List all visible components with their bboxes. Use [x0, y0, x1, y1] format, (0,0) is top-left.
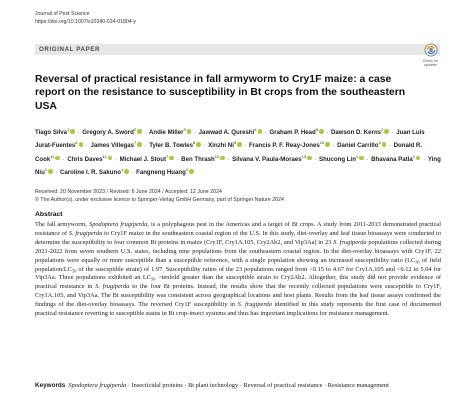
author-name: Xinzhi Ni: [208, 142, 234, 150]
affiliation-number: 7: [134, 140, 137, 146]
author-name: Fangneng Huang: [136, 169, 186, 177]
author-name: James Villegas: [90, 142, 135, 150]
author-separator: ·: [324, 129, 330, 137]
author-name: Caroline I. R. Sakuno: [59, 169, 121, 177]
author-separator: ·: [242, 142, 249, 150]
abstract-heading: Abstract: [35, 211, 63, 218]
doi-link[interactable]: https://doi.org/10.1007/s10340-024-01804-y: [35, 18, 136, 25]
species-name: S. frugiperda: [333, 238, 367, 246]
orcid-icon[interactable]: [319, 129, 324, 134]
orcid-icon[interactable]: [137, 129, 142, 134]
author-separator: ·: [387, 142, 393, 150]
author-name: Francis P. F. Reay-Jones: [249, 142, 320, 150]
author-separator: ·: [129, 169, 136, 177]
author-name: Juan Luis Jurat-Fuentes: [35, 129, 425, 150]
species-name: S. frugiperda: [68, 229, 103, 237]
author-separator: ·: [225, 155, 232, 163]
abstract-body: The fall armyworm, Spodoptera frugiperda, is a polyphagous pest in the Americas and a target of Bt crops. A study from 2011-2013 demonstrated practical resistance of S. frugiperda to Cry1F maize in the southeastern coastal region of the U.S. In this study, diet-overlay and leaf tissue bioassays were conducted to determine the susceptibility to four common Bt proteins in maize (Cry1F, Cry1A.105, Cry2Ab2, and Vip3Aa) in 23 S. frugiperda populations collected during 2021-2022 from seven southern U.S. states, including nine populations from the southeastern coastal region. In the diet-overlay bioassays with Cry1F, 22 populations were equally or more susceptible than a susceptible reference, with a single population showing an increased susceptibility ratio ($LC_{50}$ of field population/$LC_{50}$ of the susceptible strain) of 1.97. Susceptibility ratios of the 23 populations ranged from <0.15 to 4.67 for Cry1A.105 and <0.12 to 5.04 for Vip3Aa. Three populations exhibited an $LC_{50}$ >tenfold greater than the susceptible strain to Cry2Ab2. Altogether, this study did not provide evidence of practical resistance in S. frugiperda to the four Bt proteins. Instead, the results show that the recently collected populations were susceptible to Cry1F, Cry1A.105, and Vip3Aa. The Bt susceptibility was consistent across geographical locations and host plants. Results from the leaf tissue assays confirmed the findings of the diet-overlay bioassays. The reversed Cry1F susceptibility in S. frugiperda identified in this study represents the first case of documented practical resistance reverting to susceptible status in Bt crop-insect systems and thus has important implications for resistance management.: [35, 221, 441, 318]
author-name: Gregory A. Sword: [82, 129, 134, 137]
author-name: Ying Niu: [35, 155, 441, 177]
affiliation-number: 12: [214, 153, 220, 159]
species-name: S. frugiperda: [95, 283, 130, 291]
article-type-band: [35, 44, 440, 55]
affiliation-number: 1: [120, 166, 124, 172]
affiliation-number: 6: [75, 140, 78, 146]
affiliation-number: 5: [315, 127, 319, 132]
author-name: Tyler B. Towles: [149, 142, 193, 150]
orcid-icon[interactable]: [325, 142, 330, 147]
article-type-label: ORIGINAL PAPER: [39, 46, 101, 53]
article-page: [35, 0, 441, 405]
affiliation-number: 10: [319, 140, 325, 146]
author-name: Shucong Lin: [319, 155, 356, 163]
author-name: Graham P. Head: [269, 129, 316, 137]
author-list: [35, 125, 441, 178]
orcid-icon[interactable]: [124, 169, 129, 174]
author-name: Chris Daves: [67, 155, 103, 163]
affiliation-number: 2: [133, 127, 137, 132]
author-separator: ·: [263, 129, 269, 137]
keyword-species: Spodoptera frugiperda: [68, 382, 127, 389]
author-separator: ·: [60, 155, 67, 163]
orcid-icon[interactable]: [220, 156, 225, 161]
author-separator: ·: [142, 142, 149, 150]
affiliation-number: 8: [193, 140, 196, 146]
species-name: S. frugiperda: [237, 301, 272, 309]
author-separator: ·: [84, 142, 90, 150]
affiliation-number: 4: [254, 127, 257, 132]
keywords-label: Keywords: [35, 382, 66, 389]
affiliation-number: 9: [233, 140, 237, 146]
author-name: Tiago Silva: [35, 129, 68, 137]
species-name: Spodoptera frugiperda: [89, 221, 148, 228]
author-separator: ·: [75, 129, 82, 137]
author-separator: ·: [201, 142, 208, 150]
author-separator: ·: [192, 129, 198, 137]
author-separator: ·: [53, 169, 59, 177]
author-name: Jawwad A. Qureshi: [198, 129, 255, 137]
author-name: Bhavana Patla: [371, 155, 413, 163]
affiliation-number: 2: [381, 127, 384, 132]
orcid-icon[interactable]: [48, 169, 53, 174]
author-separator: ·: [312, 155, 319, 163]
affiliation-number: 1: [185, 166, 189, 172]
affiliation-number: 7: [166, 153, 169, 159]
check-for-updates-line1: Check for: [422, 59, 439, 63]
journal-name: Journal of Pest Science: [35, 11, 90, 17]
author-separator: ·: [364, 155, 371, 163]
check-for-updates-icon: [424, 43, 438, 59]
author-name: Michael J. Stout: [119, 155, 167, 163]
check-for-updates-button[interactable]: [420, 43, 441, 70]
affiliation-number: 11: [102, 153, 107, 159]
author-separator: ·: [174, 155, 181, 163]
affiliation-number: 1: [44, 166, 48, 172]
author-separator: ·: [330, 142, 337, 150]
affiliation-number: 4: [378, 140, 381, 146]
check-for-updates-line2: updates: [424, 63, 437, 67]
orcid-icon[interactable]: [189, 169, 194, 174]
author-separator: ·: [389, 129, 396, 137]
author-name: Dawson D. Kerns: [330, 129, 382, 137]
affiliation-number: 13: [301, 153, 307, 159]
orcid-icon[interactable]: [359, 156, 364, 161]
orcid-icon[interactable]: [237, 142, 242, 147]
author-separator: ·: [142, 129, 148, 137]
keyword-list: · Insecticidal proteins · Bt plant technology · Reversal of practical resistance · Resistance management: [126, 382, 389, 389]
article-title: Reversal of practical resistance in fall armyworm to Cry1F maize: a case report on the resistance to susceptibility in Bt crops from the southeastern USA: [35, 74, 406, 112]
affiliation-number: 3: [183, 127, 186, 132]
keywords: [35, 381, 441, 390]
affiliation-number: 1: [67, 127, 70, 132]
affiliation-number: 1: [412, 153, 415, 159]
author-name: Silvana V. Paula-Moraes: [232, 155, 302, 163]
author-name: Ben Thrash: [181, 155, 215, 163]
affiliation-number: 1: [355, 153, 359, 159]
received-revised-accepted: Received: 20 November 2023 / Revised: 6 June 2024 / Accepted: 12 June 2024: [35, 189, 222, 195]
orcid-icon[interactable]: [307, 156, 312, 161]
article-dates: [35, 189, 284, 204]
author-name: Andie Miller: [148, 129, 184, 137]
affiliation-number: 11: [50, 153, 55, 159]
author-name: Donald R. Cook: [35, 142, 423, 163]
journal-header: [35, 11, 136, 26]
author-separator: ·: [421, 155, 427, 163]
copyright-notice: © The Author(s), under exclusive licence to Springer-Verlag GmbH Germany, part of Springer Nature 2024: [35, 196, 284, 203]
author-name: Daniel Carrillo: [337, 142, 379, 150]
author-separator: ·: [113, 155, 119, 163]
